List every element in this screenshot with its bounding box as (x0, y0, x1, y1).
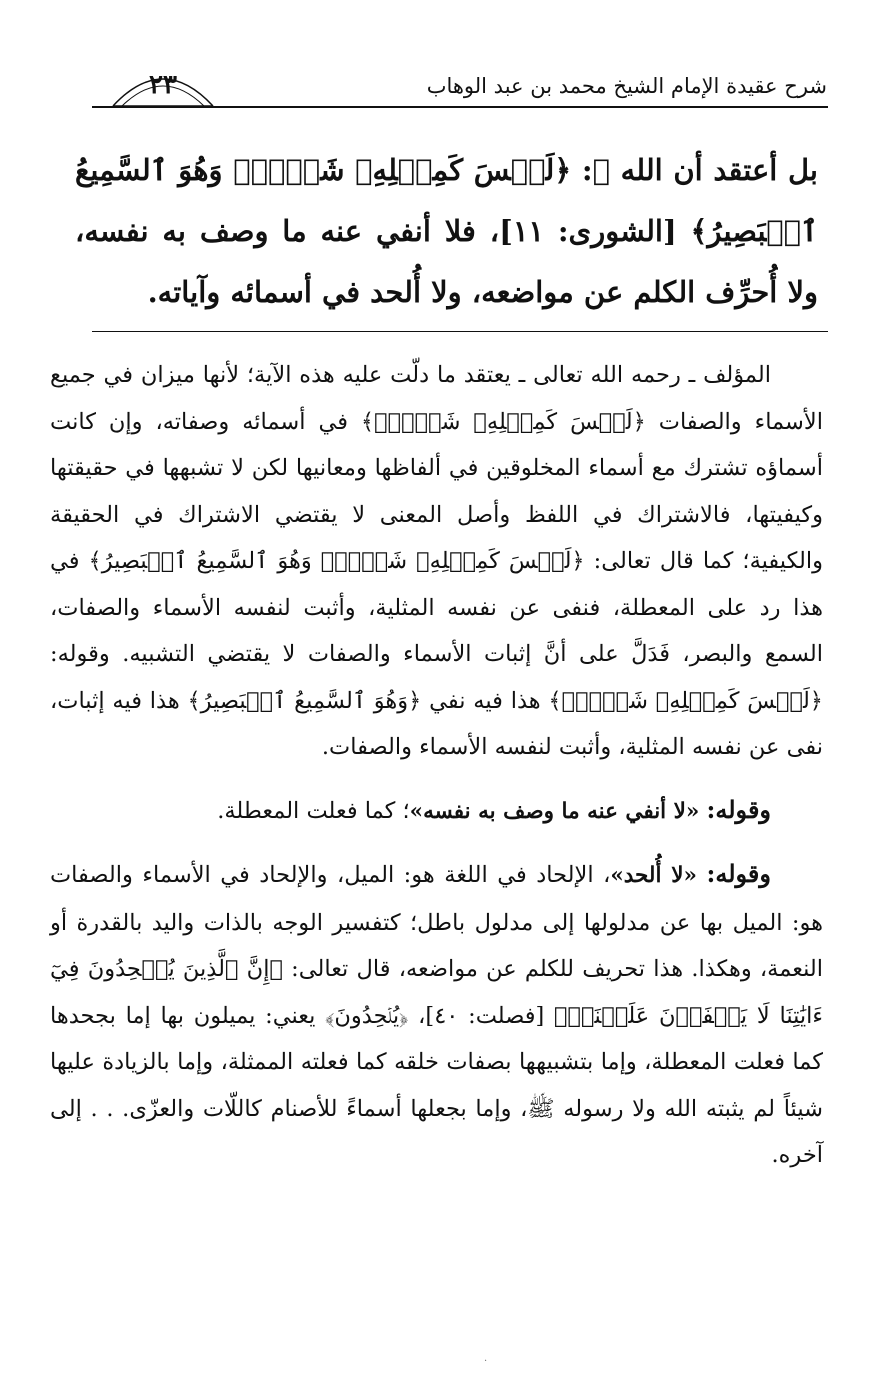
commentary-paragraph-3 (50, 851, 823, 1179)
page-number: ٢٣ (149, 70, 177, 100)
commentary (50, 352, 823, 1179)
header-rule (92, 106, 828, 108)
quoted-matn: «لا أنفي عنه ما وصف به نفسه» (409, 798, 700, 824)
commentary-paragraph-2 (50, 787, 823, 836)
footer-mark: · (484, 1356, 488, 1367)
book-title: شرح عقيدة الإمام الشيخ محمد بن عبد الوهاب (426, 74, 827, 98)
paragraph-label: وقوله: (706, 859, 771, 888)
section-divider (92, 331, 828, 332)
main-text: بل أعتقد أن الله ﷻ: ﴿لَيۡسَ كَمِثۡلِهِۦ شَيۡءٞۖ وَهُوَ ٱلسَّمِيعُ ٱلۡبَصِيرُ﴾ [الشورى: ١١]، فلا أنفي عنه ما وصف به نفسه، ولا أُحرِّف الكلم عن مواضعه، ولا أُلحد في أسمائه وآياته. (75, 153, 818, 309)
paragraph-text: ؛ كما فعلت المعطلة. (217, 797, 410, 824)
page-header (0, 0, 873, 120)
quoted-matn: «لا أُلحد» (610, 863, 697, 888)
commentary-paragraph-1: المؤلف ـ رحمه الله تعالى ـ يعتقد ما دلّت عليه هذه الآية؛ لأنها ميزان في جميع الأسماء والصفات ﴿لَيۡسَ كَمِثۡلِهِۦ شَيۡءٞۖ﴾ في أسمائه وصفاته، وإن كانت أسماؤه تشترك مع أسماء المخلوقين في ألفاظها ومعانيها لكن لا تشبهها في حقيقتها وكيفيتها، فالاشتراك في اللفظ وأصل المعنى لا يقتضي الاشتراك في الحقيقة والكيفية؛ كما قال تعالى: ﴿لَيۡسَ كَمِثۡلِهِۦ شَيۡءٞۖ وَهُوَ ٱلسَّمِيعُ ٱلۡبَصِيرُ﴾ في هذا رد على المعطلة، فنفى عن نفسه المثلية، وأثبت لنفسه الأسماء والصفات، السمع والبصر، فَدَلَّ على أنَّ إثبات الأسماء والصفات لا يقتضي التشبيه. وقوله: ﴿لَيۡسَ كَمِثۡلِهِۦ شَيۡءٞۖ﴾ هذا فيه نفي ﴿وَهُوَ ٱلسَّمِيعُ ٱلۡبَصِيرُ﴾ هذا فيه إثبات، نفى عن نفسه المثلية، وأثبت لنفسه الأسماء والصفات. (50, 362, 823, 760)
paragraph-label: وقوله: (706, 794, 771, 824)
paragraph-text: ، الإلحاد في اللغة هو: الميل، والإلحاد في الأسماء والصفات هو: الميل بها عن مدلولها إلى مدلول باطل؛ كتفسير الوجه بالذات واليد بالقدرة أو النعمة، وهكذا. هذا تحريف للكلم عن مواضعه، قال تعالى: ﴿إِنَّ ٱلَّذِينَ يُلۡحِدُونَ فِيٓ ءَايَٰتِنَا لَا يَخۡفَوۡنَ عَلَيۡنَآۗ﴾ [فصلت: ٤٠]، ﴿يُلۡحِدُونَ﴾ يعني: يميلون بها إما بجحدها كما فعلت المعطلة، وإما بتشبيهها بصفات خلقه كما فعلته الممثلة، وإما بالزيادة عليها شيئاً لم يثبته الله ولا رسوله ﷺ، وإما بجعلها أسماءً للأصنام كاللّات والعزّى. . . إلى آخره. (50, 862, 824, 1168)
